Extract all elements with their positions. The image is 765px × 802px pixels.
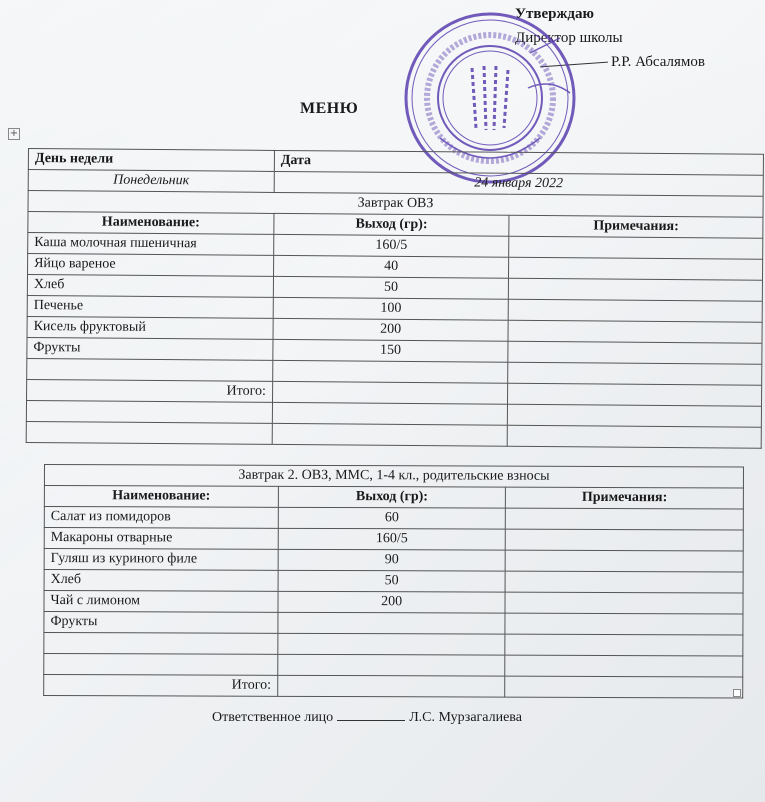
responsible-name: Л.С. Мурзагалиева bbox=[409, 710, 522, 725]
signature-blank bbox=[337, 720, 405, 721]
responsible-label: Ответственное лицо bbox=[212, 710, 334, 725]
empty-row bbox=[44, 654, 743, 677]
day-value: Понедельник bbox=[28, 170, 274, 193]
dish-yield: 50 bbox=[278, 570, 506, 592]
dish-yield: 40 bbox=[273, 255, 509, 278]
page-title: МЕНЮ bbox=[300, 100, 359, 117]
approval-heading: Утверждаю bbox=[515, 6, 594, 22]
dish-yield: 150 bbox=[273, 339, 509, 362]
dish-notes bbox=[509, 299, 763, 322]
table-resize-handle-icon[interactable] bbox=[733, 689, 741, 697]
total-value bbox=[272, 381, 508, 404]
total-value bbox=[277, 675, 505, 697]
dish-notes bbox=[506, 508, 744, 530]
col-notes: Примечания: bbox=[506, 487, 744, 509]
dish-notes bbox=[509, 236, 763, 259]
dish-notes bbox=[509, 257, 763, 280]
col-name: Наименование: bbox=[28, 212, 274, 235]
section2-title: Завтрак 2. ОВЗ, ММС, 1-4 кл., родительские взносы bbox=[44, 465, 743, 488]
dish-notes bbox=[506, 550, 744, 572]
table-row bbox=[44, 570, 743, 593]
table-row bbox=[44, 528, 743, 551]
dish-notes bbox=[505, 613, 743, 635]
total-row bbox=[44, 675, 743, 698]
col-yield: Выход (гр): bbox=[274, 213, 510, 236]
table-row bbox=[44, 507, 743, 530]
dish-notes bbox=[505, 571, 743, 593]
approval-position: Директор школы bbox=[515, 30, 623, 46]
menu-table-2 bbox=[43, 464, 744, 698]
dish-name: Хлеб bbox=[27, 275, 273, 298]
dish-yield: 160/5 bbox=[278, 528, 506, 550]
dish-yield: 160/5 bbox=[273, 234, 509, 257]
section-title-row bbox=[44, 465, 743, 488]
dish-yield: 200 bbox=[273, 318, 509, 341]
dish-name: Каша молочная пшеничная bbox=[28, 233, 274, 256]
table-row bbox=[44, 612, 743, 635]
dish-notes bbox=[508, 341, 762, 364]
total-notes bbox=[505, 676, 743, 698]
menu-table-1 bbox=[26, 148, 764, 449]
dish-name: Кисель фруктовый bbox=[27, 316, 273, 339]
dish-notes bbox=[506, 529, 744, 551]
dish-name: Фрукты bbox=[27, 337, 273, 360]
dish-name: Хлеб bbox=[44, 570, 278, 592]
dish-notes bbox=[509, 278, 763, 301]
dish-name: Салат из помидоров bbox=[44, 507, 278, 529]
table-move-handle-icon[interactable]: + bbox=[9, 128, 19, 139]
approval-signer: Р.Р. Абсалямов bbox=[611, 54, 705, 70]
column-header-row bbox=[44, 486, 743, 509]
dish-name: Гуляш из куриного филе bbox=[44, 549, 278, 571]
dish-name: Чай с лимоном bbox=[44, 591, 278, 613]
day-label: День недели bbox=[28, 149, 274, 172]
dish-name: Яйцо вареное bbox=[28, 254, 274, 277]
table-row bbox=[44, 591, 743, 614]
dish-notes bbox=[508, 320, 762, 343]
responsible-line bbox=[212, 710, 522, 726]
section1-title: Завтрак ОВЗ bbox=[28, 191, 763, 218]
dish-name: Печенье bbox=[27, 295, 273, 318]
dish-yield: 60 bbox=[278, 507, 506, 529]
col-notes: Примечания: bbox=[509, 215, 763, 238]
dish-yield: 200 bbox=[278, 591, 506, 613]
col-name: Наименование: bbox=[44, 486, 278, 508]
empty-row bbox=[26, 421, 761, 448]
dish-name: Фрукты bbox=[44, 612, 278, 634]
table-row bbox=[44, 549, 743, 572]
dish-name: Макароны отварные bbox=[44, 528, 278, 550]
dish-notes bbox=[505, 592, 743, 614]
dish-yield: 50 bbox=[273, 276, 509, 299]
date-value: 24 января 2022 bbox=[274, 171, 763, 196]
dish-yield: 100 bbox=[273, 297, 509, 320]
total-label: Итого: bbox=[27, 379, 273, 402]
dish-yield: 90 bbox=[278, 549, 506, 571]
empty-row bbox=[44, 633, 743, 656]
dish-yield bbox=[278, 612, 506, 634]
date-label: Дата bbox=[274, 150, 763, 175]
col-yield: Выход (гр): bbox=[278, 486, 506, 508]
total-notes bbox=[508, 383, 762, 406]
total-label: Итого: bbox=[44, 675, 278, 697]
